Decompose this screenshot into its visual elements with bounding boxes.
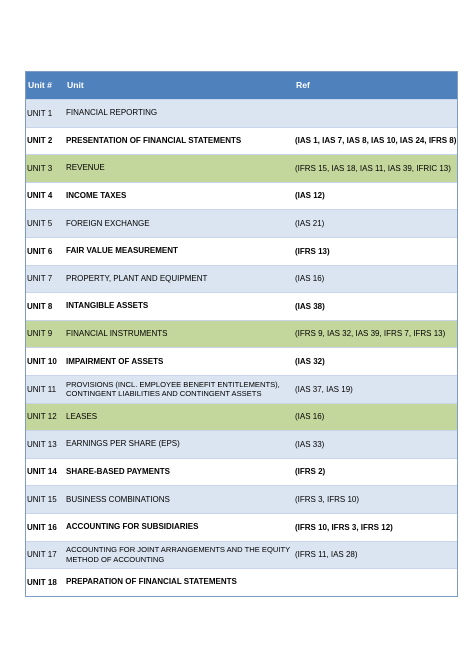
reference-cell: (IFRS 15, IAS 18, IAS 11, IAS 39, IFRIC 13) (295, 163, 451, 173)
header-unit-number: Unit # (28, 79, 52, 90)
table-row (26, 485, 457, 513)
table-row (26, 320, 457, 348)
unit-number-cell: UNIT 9 (27, 329, 53, 339)
table-row (26, 347, 457, 375)
unit-number-cell: UNIT 18 (27, 577, 57, 587)
table-row (26, 237, 457, 265)
unit-title-cell: PROPERTY, PLANT AND EQUIPMENT (66, 273, 208, 283)
table-row (26, 568, 457, 596)
unit-number-cell: UNIT 4 (27, 191, 53, 201)
unit-number-cell: UNIT 12 (27, 412, 57, 422)
unit-number-cell: UNIT 17 (27, 550, 57, 560)
unit-title-cell: EARNINGS PER SHARE (EPS) (66, 439, 180, 449)
unit-number-cell: UNIT 10 (27, 357, 57, 367)
reference-cell: (IFRS 10, IFRS 3, IFRS 12) (295, 522, 393, 532)
table-row (26, 265, 457, 293)
reference-cell: (IAS 16) (295, 412, 325, 422)
reference-cell: (IAS 37, IAS 19) (295, 384, 353, 394)
unit-title-cell: REVENUE (66, 163, 105, 173)
unit-title-cell: IMPAIRMENT OF ASSETS (66, 356, 164, 366)
unit-title-cell: FAIR VALUE MEASUREMENT (66, 246, 178, 256)
unit-number-cell: UNIT 14 (27, 467, 57, 477)
table-row (26, 513, 457, 541)
unit-title-cell: FINANCIAL REPORTING (66, 108, 158, 118)
reference-cell: (IAS 21) (295, 219, 325, 229)
unit-title-cell: ACCOUNTING FOR JOINT ARRANGEMENTS AND THE EQUITY METHOD OF ACCOUNTING (66, 545, 291, 564)
unit-title-cell: PROVISIONS (INCL. EMPLOYEE BENEFIT ENTITLEMENTS), CONTINGENT LIABILITIES AND CONTINGENT ASSETS (66, 379, 280, 399)
unit-title-cell: LEASES (66, 411, 98, 421)
reference-cell: (IAS 32) (295, 357, 325, 367)
unit-number-cell: UNIT 5 (27, 219, 53, 229)
unit-number-cell: UNIT 1 (27, 108, 53, 118)
unit-title-cell: INCOME TAXES (66, 191, 127, 201)
reference-cell: (IFRS 9, IAS 32, IAS 39, IFRS 7, IFRS 13) (295, 329, 446, 339)
unit-title-cell: INTANGIBLE ASSETS (66, 301, 149, 311)
reference-cell: (IFRS 13) (295, 246, 330, 256)
unit-title-cell: FINANCIAL INSTRUMENTS (66, 329, 168, 339)
unit-title-cell: SHARE-BASED PAYMENTS (66, 467, 171, 477)
reference-cell: (IAS 1, IAS 7, IAS 8, IAS 10, IAS 24, IFRS 8) (295, 136, 457, 146)
reference-cell: (IAS 12) (295, 191, 325, 201)
header-unit: Unit (67, 80, 84, 91)
unit-number-cell: UNIT 3 (27, 163, 53, 173)
reference-cell: (IAS 38) (295, 301, 325, 311)
unit-title-cell: PREPARATION OF FINANCIAL STATEMENTS (66, 577, 237, 587)
table-row (26, 375, 457, 403)
unit-title-cell: ACCOUNTING FOR SUBSIDIARIES (66, 522, 199, 532)
reference-cell: (IAS 16) (295, 274, 325, 284)
reference-cell: (IAS 33) (295, 439, 325, 449)
reference-cell: (IFRS 2) (295, 467, 326, 477)
unit-title-cell: FOREIGN EXCHANGE (66, 218, 150, 228)
unit-number-cell: UNIT 15 (27, 495, 57, 505)
unit-title-cell: PRESENTATION OF FINANCIAL STATEMENTS (66, 135, 242, 145)
units-table (25, 71, 458, 597)
table-row (26, 430, 457, 458)
unit-number-cell: UNIT 6 (27, 246, 53, 256)
reference-cell: (IFRS 3, IFRS 10) (295, 495, 360, 505)
unit-number-cell: UNIT 16 (27, 522, 57, 532)
unit-number-cell: UNIT 11 (27, 384, 57, 394)
unit-number-cell: UNIT 13 (27, 439, 57, 449)
reference-cell: (IFRS 11, IAS 28) (295, 550, 358, 560)
header-ref: Ref (296, 80, 310, 90)
table-header (26, 72, 457, 99)
unit-number-cell: UNIT 2 (27, 136, 53, 146)
table-row (26, 127, 457, 155)
unit-title-cell: BUSINESS COMBINATIONS (66, 494, 170, 504)
table-row (26, 209, 457, 237)
table-row (26, 154, 457, 182)
table-row (26, 99, 457, 127)
table-row (26, 541, 457, 569)
table-row (26, 182, 457, 210)
unit-number-cell: UNIT 7 (27, 274, 53, 284)
table-row (26, 403, 457, 431)
table-body (26, 99, 457, 596)
table-row (26, 458, 457, 486)
unit-number-cell: UNIT 8 (27, 301, 53, 311)
table-row (26, 292, 457, 320)
